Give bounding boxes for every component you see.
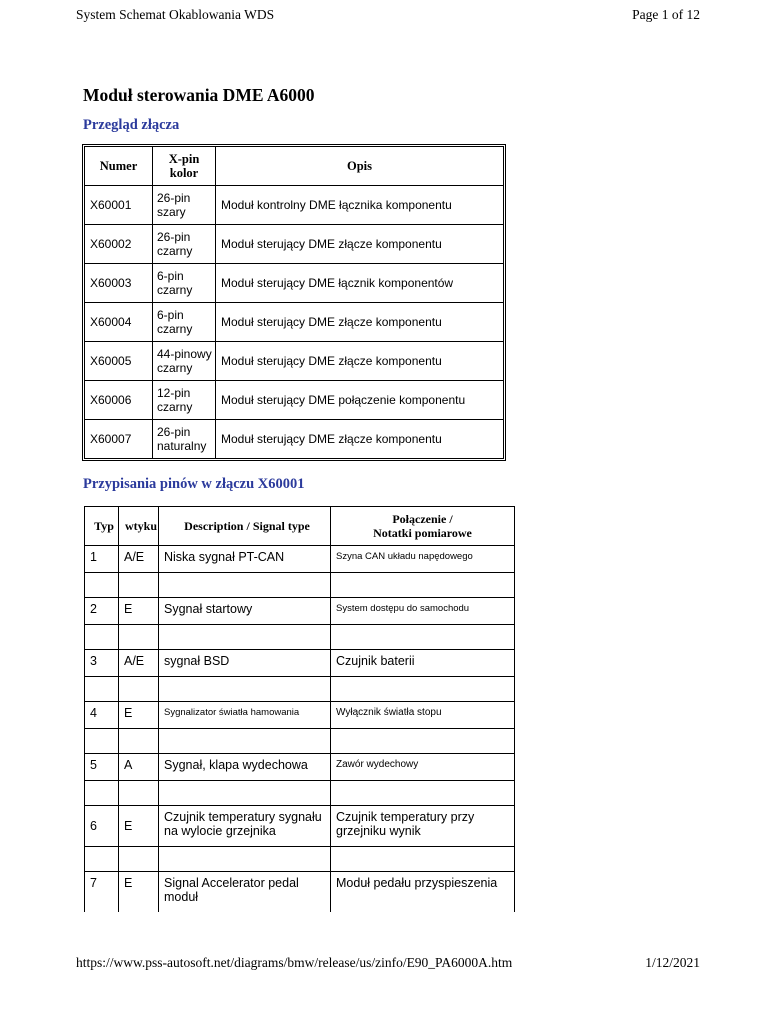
connector-description: Moduł sterujący DME złącze komponentu <box>216 225 504 264</box>
footer-date: 1/12/2021 <box>645 955 700 970</box>
pin-type: E <box>119 872 159 913</box>
section-heading-connectors: Przegląd złącza <box>83 117 180 133</box>
pin-assignment-table <box>84 506 515 912</box>
connector-description: Moduł sterujący DME złącze komponentu <box>216 342 504 381</box>
connector-pin-color: 6-pin czarny <box>153 264 216 303</box>
table-row <box>85 872 515 913</box>
connector-overview-table <box>84 146 504 459</box>
pin-number: 3 <box>85 650 119 677</box>
connector-pin-color: 26-pin czarny <box>153 225 216 264</box>
connector-number: X60001 <box>85 186 153 225</box>
table-row <box>85 754 515 781</box>
column-header-description: Opis <box>216 147 504 186</box>
spacer-row <box>85 729 515 754</box>
table-row <box>85 702 515 729</box>
table-row <box>85 546 515 573</box>
pin-number: 7 <box>85 872 119 913</box>
pin-number: 1 <box>85 546 119 573</box>
spacer-row <box>85 781 515 806</box>
pin-description: Niska sygnał PT-CAN <box>159 546 331 573</box>
pin-type: E <box>119 702 159 729</box>
column-header-connection: Połączenie / Notatki pomiarowe <box>331 507 515 546</box>
connector-description: Moduł sterujący DME złącze komponentu <box>216 420 504 459</box>
table-row <box>85 303 504 342</box>
document-title: Moduł sterowania DME A6000 <box>83 85 315 105</box>
pin-type: A/E <box>119 650 159 677</box>
table-row <box>85 225 504 264</box>
pin-connection: Czujnik baterii <box>331 650 515 677</box>
connector-pin-color: 26-pin naturalny <box>153 420 216 459</box>
spacer-row <box>85 677 515 702</box>
column-header-xpin-label: X-pin kolor <box>168 152 200 180</box>
connector-number: X60003 <box>85 264 153 303</box>
pin-type: A <box>119 754 159 781</box>
table-row <box>85 186 504 225</box>
table-row <box>85 420 504 459</box>
pin-description: Sygnał startowy <box>159 598 331 625</box>
spacer-row <box>85 573 515 598</box>
pin-description: sygnał BSD <box>159 650 331 677</box>
table-header-row <box>85 507 515 546</box>
page-number: Page 1 of 12 <box>632 7 700 22</box>
pin-type: E <box>119 806 159 847</box>
connector-pin-color: 12-pin czarny <box>153 381 216 420</box>
column-header-typ: Typ <box>85 507 119 546</box>
table-row <box>85 650 515 677</box>
table-row <box>85 264 504 303</box>
connector-description: Moduł sterujący DME połączenie komponentu <box>216 381 504 420</box>
column-header-description: Description / Signal type <box>159 507 331 546</box>
connector-number: X60007 <box>85 420 153 459</box>
pin-type: A/E <box>119 546 159 573</box>
column-header-wtyku: wtyku <box>119 507 159 546</box>
pin-number: 6 <box>85 806 119 847</box>
connector-number: X60002 <box>85 225 153 264</box>
connector-number: X60004 <box>85 303 153 342</box>
connector-description: Moduł sterujący DME złącze komponentu <box>216 303 504 342</box>
pin-description: Signal Accelerator pedal moduł <box>159 872 331 913</box>
column-header-number: Numer <box>85 147 153 186</box>
connector-number: X60005 <box>85 342 153 381</box>
pin-connection: Zawór wydechowy <box>331 754 515 781</box>
table-row <box>85 342 504 381</box>
connector-description: Moduł kontrolny DME łącznika komponentu <box>216 186 504 225</box>
table-row <box>85 806 515 847</box>
pin-connection: Szyna CAN układu napędowego <box>331 546 515 573</box>
spacer-row <box>85 847 515 872</box>
table-header-row <box>85 147 504 186</box>
table-row <box>85 598 515 625</box>
pin-connection: Wyłącznik światła stopu <box>331 702 515 729</box>
section-heading-pin-assignment: Przypisania pinów w złączu X60001 <box>83 476 305 492</box>
pin-connection: System dostępu do samochodu <box>331 598 515 625</box>
column-header-xpin <box>153 147 216 186</box>
connector-pin-color: 6-pin czarny <box>153 303 216 342</box>
spacer-row <box>85 625 515 650</box>
pin-connection: Czujnik temperatury przy grzejniku wynik <box>331 806 515 847</box>
pin-description: Sygnał, klapa wydechowa <box>159 754 331 781</box>
pin-type: E <box>119 598 159 625</box>
footer-url: https://www.pss-autosoft.net/diagrams/bmw/release/us/zinfo/E90_PA6000A.htm <box>76 955 513 970</box>
header-title: System Schemat Okablowania WDS <box>76 7 275 22</box>
pin-connection: Moduł pedału przyspieszenia <box>331 872 515 913</box>
pin-description: Sygnalizator światła hamowania <box>159 702 331 729</box>
pin-number: 2 <box>85 598 119 625</box>
pin-number: 5 <box>85 754 119 781</box>
connector-pin-color: 26-pin szary <box>153 186 216 225</box>
connector-pin-color: 44-pinowy czarny <box>153 342 216 381</box>
connector-number: X60006 <box>85 381 153 420</box>
pin-number: 4 <box>85 702 119 729</box>
connector-description: Moduł sterujący DME łącznik komponentów <box>216 264 504 303</box>
table-row <box>85 381 504 420</box>
pin-description: Czujnik temperatury sygnału na wylocie grzejnika <box>159 806 331 847</box>
